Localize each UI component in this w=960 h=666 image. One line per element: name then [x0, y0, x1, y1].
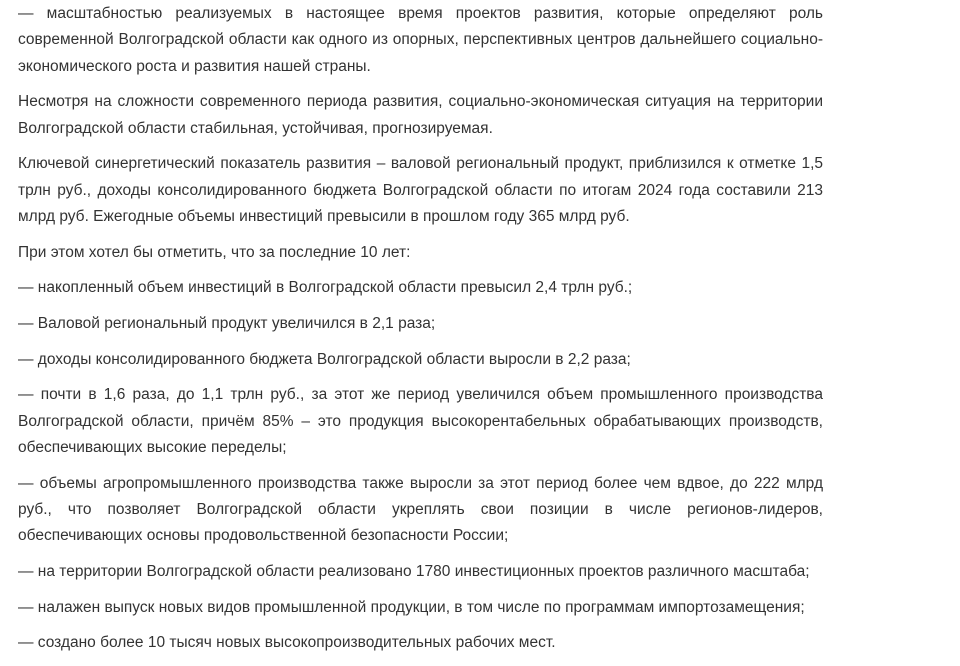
paragraph-stable-situation: Несмотря на сложности современного периода развития, социально-экономическая ситуация на территории Волгоградской области стабильная, устойчивая, прогнозируемая.: [18, 93, 823, 137]
paragraph-key-indicators: Ключевой синергетический показатель развития – валовой региональный продукт, приблизился к отметке 1,5 трлн руб., доходы консолидированного бюджета Волгоградской области по итогам 2024 года составили 213 млрд руб. Ежегодные объемы инвестиций превысили в прошлом году 365 млрд руб.: [18, 155, 823, 225]
list-item-investments: — накопленный объем инвестиций в Волгоградской области превысил 2,4 трлн руб.;: [18, 279, 633, 297]
list-item-budget-revenues: — доходы консолидированного бюджета Волгоградской области выросли в 2,2 раза;: [18, 350, 631, 368]
paragraph-last-10-years-intro: При этом хотел бы отметить, что за последние 10 лет:: [18, 243, 411, 261]
list-item-new-jobs: — создано более 10 тысяч новых высокопроизводительных рабочих мест.: [18, 634, 556, 652]
paragraph-scale-of-projects: — масштабностью реализуемых в настоящее время проектов развития, которые определяют роль современной Волгоградской области как одного из опорных, перспективных центров дальнейшего социально-экономического роста и развития нашей страны.: [18, 5, 823, 75]
list-item-grp: — Валовой региональный продукт увеличился в 2,1 раза;: [18, 314, 436, 332]
list-item-industrial-production: — почти в 1,6 раза, до 1,1 трлн руб., за этот же период увеличился объем промышленного производства Волгоградской области, причём 85% – это продукция высокорентабельных обрабатывающих производств, обеспечивающих высокие переделы;: [18, 386, 823, 456]
list-item-investment-projects: — на территории Волгоградской области реализовано 1780 инвестиционных проектов различного масштаба;: [18, 562, 810, 580]
list-item-agro-production: — объемы агропромышленного производства также выросли за этот период более чем вдвое, до 222 млрд руб., что позволяет Волгоградской области укреплять свои позиции в числе регионов-лидеров, обеспечивающих основы продовольственной безопасности России;: [18, 474, 823, 545]
list-item-new-products: — налажен выпуск новых видов промышленной продукции, в том числе по программам импортозамещения;: [18, 598, 805, 616]
article-body: [18, 1, 823, 666]
